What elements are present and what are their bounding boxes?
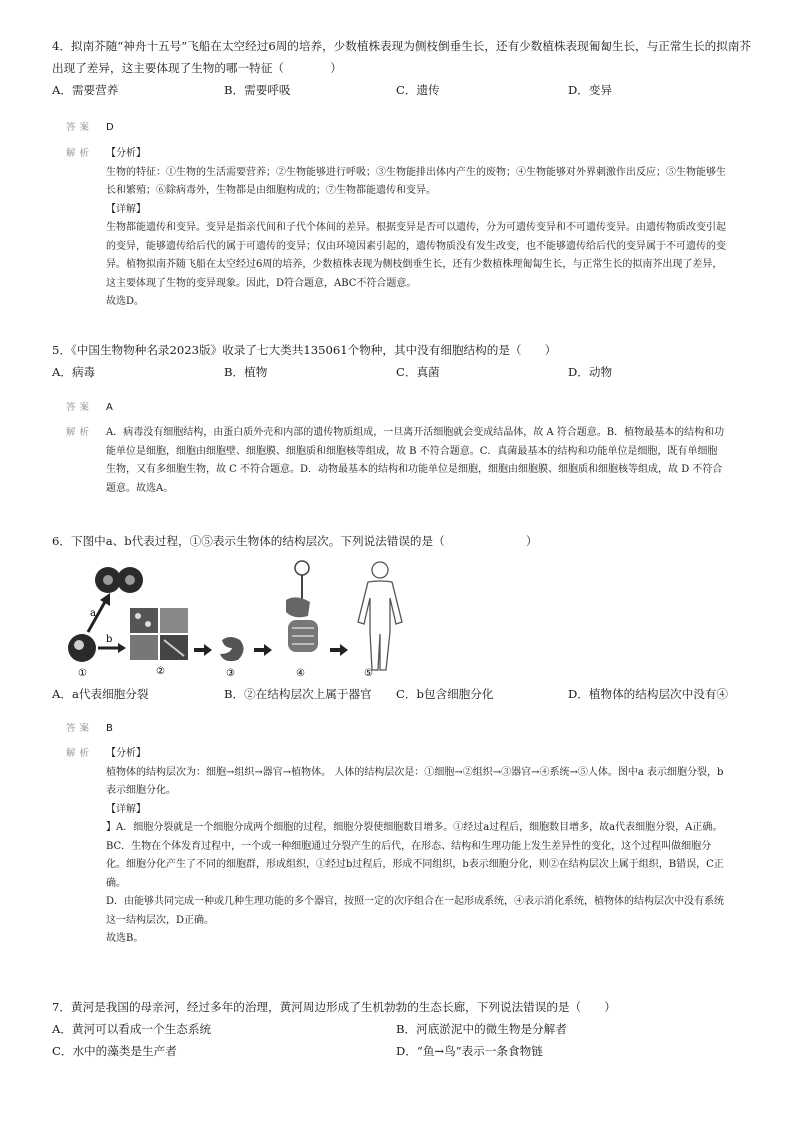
option-a[interactable]: A．病毒 <box>52 365 96 379</box>
analysis-block-5 <box>66 424 726 498</box>
structure-levels-figure <box>64 560 484 678</box>
analysis-line: 【详解】 <box>106 803 146 815</box>
arrow-icon <box>330 644 348 656</box>
arrow-label-a: a <box>90 608 96 619</box>
option-b[interactable]: B．植物 <box>224 365 268 379</box>
option-a[interactable]: A．需要营养 <box>52 83 119 97</box>
question-4-stem: 4．拟南芥随“神舟十五号”飞船在太空经过6周的培养，少数植株表现为侧枝倒垂生长，还有少数植株表现匍匐生长，与正常生长的拟南芥出现了差异，这主要体现了生物的哪一特征（ ） <box>52 39 752 75</box>
answer-value: A <box>106 402 113 413</box>
analysis-label: 解析 <box>66 427 94 438</box>
question-5-stem: 5．《中国生物物种名录2023版》收录了七大类共135061个物种，其中没有细胞结构的是（ ） <box>52 343 557 357</box>
analysis-line: 】A．细胞分裂就是一个细胞分成两个细胞的过程，细胞分裂使细胞数目增多。①经过a过程后，细胞数目增多，故a代表细胞分裂，A正确。 <box>106 822 723 833</box>
option-b[interactable]: B．需要呼吸 <box>224 83 291 97</box>
question-7 <box>52 996 752 1062</box>
option-b[interactable]: B．河底淤泥中的微生物是分解者 <box>396 1022 567 1036</box>
question-5-options <box>52 361 752 383</box>
question-5 <box>52 339 752 383</box>
question-7-options-row-2 <box>52 1040 752 1062</box>
level-label-4: ④ <box>296 668 305 678</box>
answer-label: 答案 <box>66 122 94 133</box>
analysis-line: 【分析】 <box>106 148 146 159</box>
question-7-stem: 7．黄河是我国的母亲河，经过多年的治理，黄河周边形成了生机勃勃的生态长廊，下列说法错误的是（ ） <box>52 1000 616 1014</box>
analysis-label: 解析 <box>66 748 94 759</box>
analysis-line: 故选B。 <box>106 933 144 944</box>
analysis-line: 故选D。 <box>106 296 145 307</box>
answer-block-4 <box>66 119 726 138</box>
two-cells-image <box>95 567 143 593</box>
option-d[interactable]: D．“鱼→鸟”表示一条食物链 <box>396 1044 543 1058</box>
answer-value: D <box>106 122 114 133</box>
analysis-line: D．由能够共同完成一种或几种生理功能的多个器官，按照一定的次序组合在一起形成系统，④表示消化系统，植物体的结构层次中没有系统这一结构层次，D正确。 <box>106 896 725 926</box>
analysis-line: 生物都能遗传和变异。变异是指亲代间和子代个体间的差异。根据变异是否可以遗传，分为可遗传变异和不可遗传变异。由遗传物质改变引起的变异，能够遗传给后代的属于可遗传的变异；仅由环境因素引起的，遗传物质没有发生改变，也不能够遗传给后代的变异属于不可遗传的变异。植物拟南芥随飞船在太空经过6周的培养，少数植株表现为侧枝倒垂生长，还有少数植株理匍匐生长，与正常生长的拟南芥出现了差异，这主要体现了生物的变异现象。因此，D符合题意，ABC不符合题意。 <box>106 222 726 289</box>
analysis-line: 生物的特征：①生物的生活需要营养；②生物能够进行呼吸；③生物能排出体内产生的废物；④生物能够对外界刺激作出反应；⑤生物能够生长和繁殖；⑥除病毒外，生物都是由细胞构成的；⑦生物都能遗传和变异。 <box>106 166 726 196</box>
answer-block-6 <box>66 720 726 739</box>
question-6 <box>52 530 752 552</box>
option-b[interactable]: B．②在结构层次上属于器官 <box>224 687 372 701</box>
question-6-options-wrap <box>52 683 752 705</box>
arrow-a <box>88 593 110 632</box>
arrow-label-b: b <box>106 634 113 645</box>
question-6-stem: 6．下图中a、b代表过程，①⑤表示生物体的结构层次。下列说法错误的是（ ） <box>52 534 538 548</box>
level-label-3: ③ <box>226 668 235 678</box>
option-c[interactable]: C．遗传 <box>396 83 440 97</box>
analysis-line: 【详解】 <box>106 203 146 215</box>
option-c[interactable]: C．水中的藻类是生产者 <box>52 1044 177 1058</box>
level-label-5: ⑤ <box>364 668 373 678</box>
arrow-icon <box>194 644 212 656</box>
arrow-icon <box>254 644 272 656</box>
analysis-line: BC．生物在个体发育过程中，一个或一种细胞通过分裂产生的后代，在形态、结构和生理功能上发生差异性的变化，这个过程叫做细胞分化。细胞分化产生了不同的细胞群，形成组织，①经过b过程后，形成不同组织，b表示细胞分化，则②在结构层次上属于组织，B错误，C正确。 <box>106 840 724 889</box>
arrow-b <box>98 634 126 653</box>
question-7-options-row-1 <box>52 1018 752 1040</box>
tissues-image <box>130 608 188 660</box>
answer-value: B <box>106 723 113 734</box>
analysis-line: 植物体的结构层次为：细胞→组织→器官→植物体。 人体的结构层次是：①细胞→②组织→③器官→④系统→⑤人体。图中a 表示细胞分裂，b 表示细胞分化。 <box>106 766 724 796</box>
analysis-label: 解析 <box>66 148 94 159</box>
option-d[interactable]: D．动物 <box>568 365 613 379</box>
option-a[interactable]: A．a代表细胞分裂 <box>52 687 149 701</box>
option-a[interactable]: A．黄河可以看成一个生态系统 <box>52 1022 212 1036</box>
answer-label: 答案 <box>66 402 94 413</box>
human-body-image <box>358 562 402 670</box>
analysis-line: 【分析】 <box>106 748 146 759</box>
level-label-1: ① <box>78 668 87 678</box>
analysis-block-4 <box>66 145 726 312</box>
option-c[interactable]: C．真菌 <box>396 365 440 379</box>
question-6-options <box>52 683 752 705</box>
analysis-block-6 <box>66 745 726 949</box>
answer-block-5 <box>66 399 726 418</box>
option-c[interactable]: C．b包含细胞分化 <box>396 687 494 701</box>
digestive-system-image <box>286 561 318 652</box>
question-4-options <box>52 79 752 101</box>
question-4 <box>52 35 752 101</box>
answer-label: 答案 <box>66 723 94 734</box>
level-label-2: ② <box>156 666 165 677</box>
option-d[interactable]: D．植物体的结构层次中没有④ <box>568 687 729 701</box>
option-d[interactable]: D．变异 <box>568 83 613 97</box>
analysis-line: A．病毒没有细胞结构，由蛋白质外壳和内部的遗传物质组成，一旦离开活细胞就会变成结晶体，故 A 符合题意。B．植物最基本的结构和功能单位是细胞，细胞由细胞壁、细胞膜、细胞质和细胞核等组成，故 B 不符合题意。C．真菌最基本的结构和功能单位是细胞，既有单细胞生物，又有多细胞生物，故 C 不符合题意。D．动物最基本的结构和功能单位是细胞，细胞由细胞膜、细胞质和细胞核等组成，故 D 不符合题意。故选A。 <box>106 427 725 494</box>
stomach-image <box>220 637 244 661</box>
cell-image <box>68 634 96 662</box>
